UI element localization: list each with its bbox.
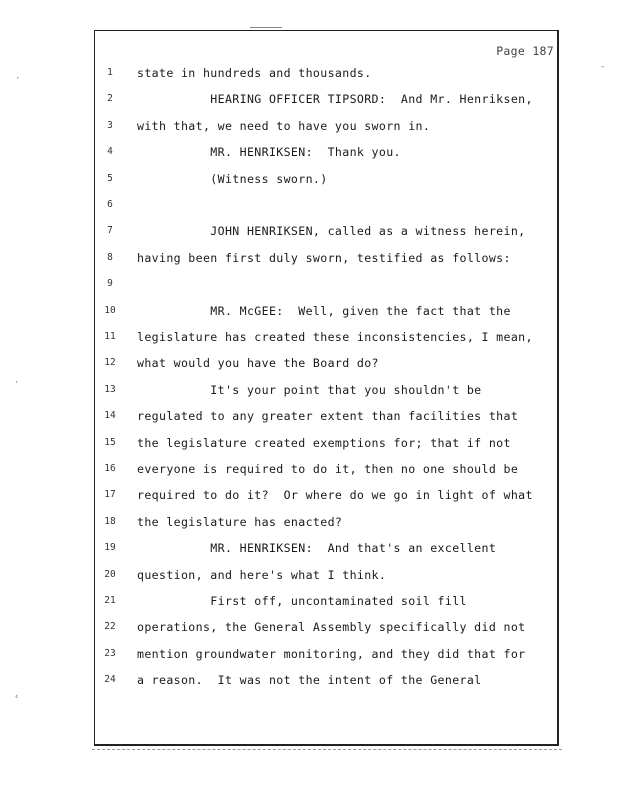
scan-artifact-right-1: - [600,62,606,72]
line-number: 7 [107,225,113,237]
transcript-line: operations, the General Assembly specifically did not [137,620,526,635]
line-number: 18 [104,515,116,527]
line-number: 23 [104,647,116,659]
line-number: 19 [104,542,116,554]
transcript-line: the legislature has enacted? [137,514,343,529]
transcript-line: MR. HENRIKSEN: And that's an excellent [137,541,497,556]
line-number: 17 [104,489,116,501]
line-number: 24 [104,674,116,686]
transcript-line: First off, uncontaminated soil fill [137,594,467,608]
transcript-line: legislature has created these inconsistencies, I mean, [137,330,533,344]
transcript-line: MR. McGEE: Well, given the fact that the [137,303,511,318]
line-number: 14 [104,410,116,422]
line-number: 3 [107,119,113,131]
transcript-line: having been first duly sworn, testified as follows: [137,250,511,265]
transcript-line: question, and here's what I think. [137,567,387,582]
line-number: 13 [104,383,116,395]
line-number: 11 [104,331,116,342]
transcript-line: HEARING OFFICER TIPSORD: And Mr. Henriksen, [137,92,533,107]
line-number: 22 [104,621,116,633]
transcript-line: state in hundreds and thousands. [137,66,372,80]
line-number: 9 [107,278,113,290]
line-number: 20 [104,568,116,580]
line-number: 5 [107,172,113,184]
line-number: 6 [107,199,113,210]
transcript-line: a reason. It was not the intent of the General [137,673,482,688]
transcript-line: the legislature created exemptions for; that if not [137,435,511,450]
transcript-line: mention groundwater monitoring, and they did that for [137,646,526,661]
scan-artifact-left-3: ‹ [14,692,20,702]
transcript-line: required to do it? Or where do we go in light of what [137,488,533,503]
transcript-line: regulated to any greater extent than facilities that [137,409,519,424]
line-number: 4 [107,146,113,158]
line-number: 8 [107,251,113,263]
scan-artifact-top [250,27,282,28]
transcript-line: JOHN HENRIKSEN, called as a witness herein, [137,224,526,239]
line-number: 2 [107,93,113,105]
transcript-line: everyone is required to do it, then no one should be [137,462,519,476]
line-number: 16 [104,463,116,474]
line-number: 1 [107,67,113,78]
transcript-line: with that, we need to have you sworn in. [137,118,431,133]
line-number: 10 [104,304,116,316]
transcript-line: MR. HENRIKSEN: Thank you. [137,145,401,160]
line-number: 12 [104,357,116,369]
scan-artifact-left-2: · [14,378,20,388]
transcript-line: what would you have the Board do? [137,356,379,371]
scan-artifact-bottom-rule [92,749,562,750]
page-number: Page 187 [496,44,554,58]
scan-artifact-left-1: · [15,74,21,84]
transcript-line: It's your point that you shouldn't be [137,382,482,397]
line-number: 21 [104,595,116,606]
transcript-line: (Witness sworn.) [137,171,328,186]
line-number: 15 [104,436,116,448]
